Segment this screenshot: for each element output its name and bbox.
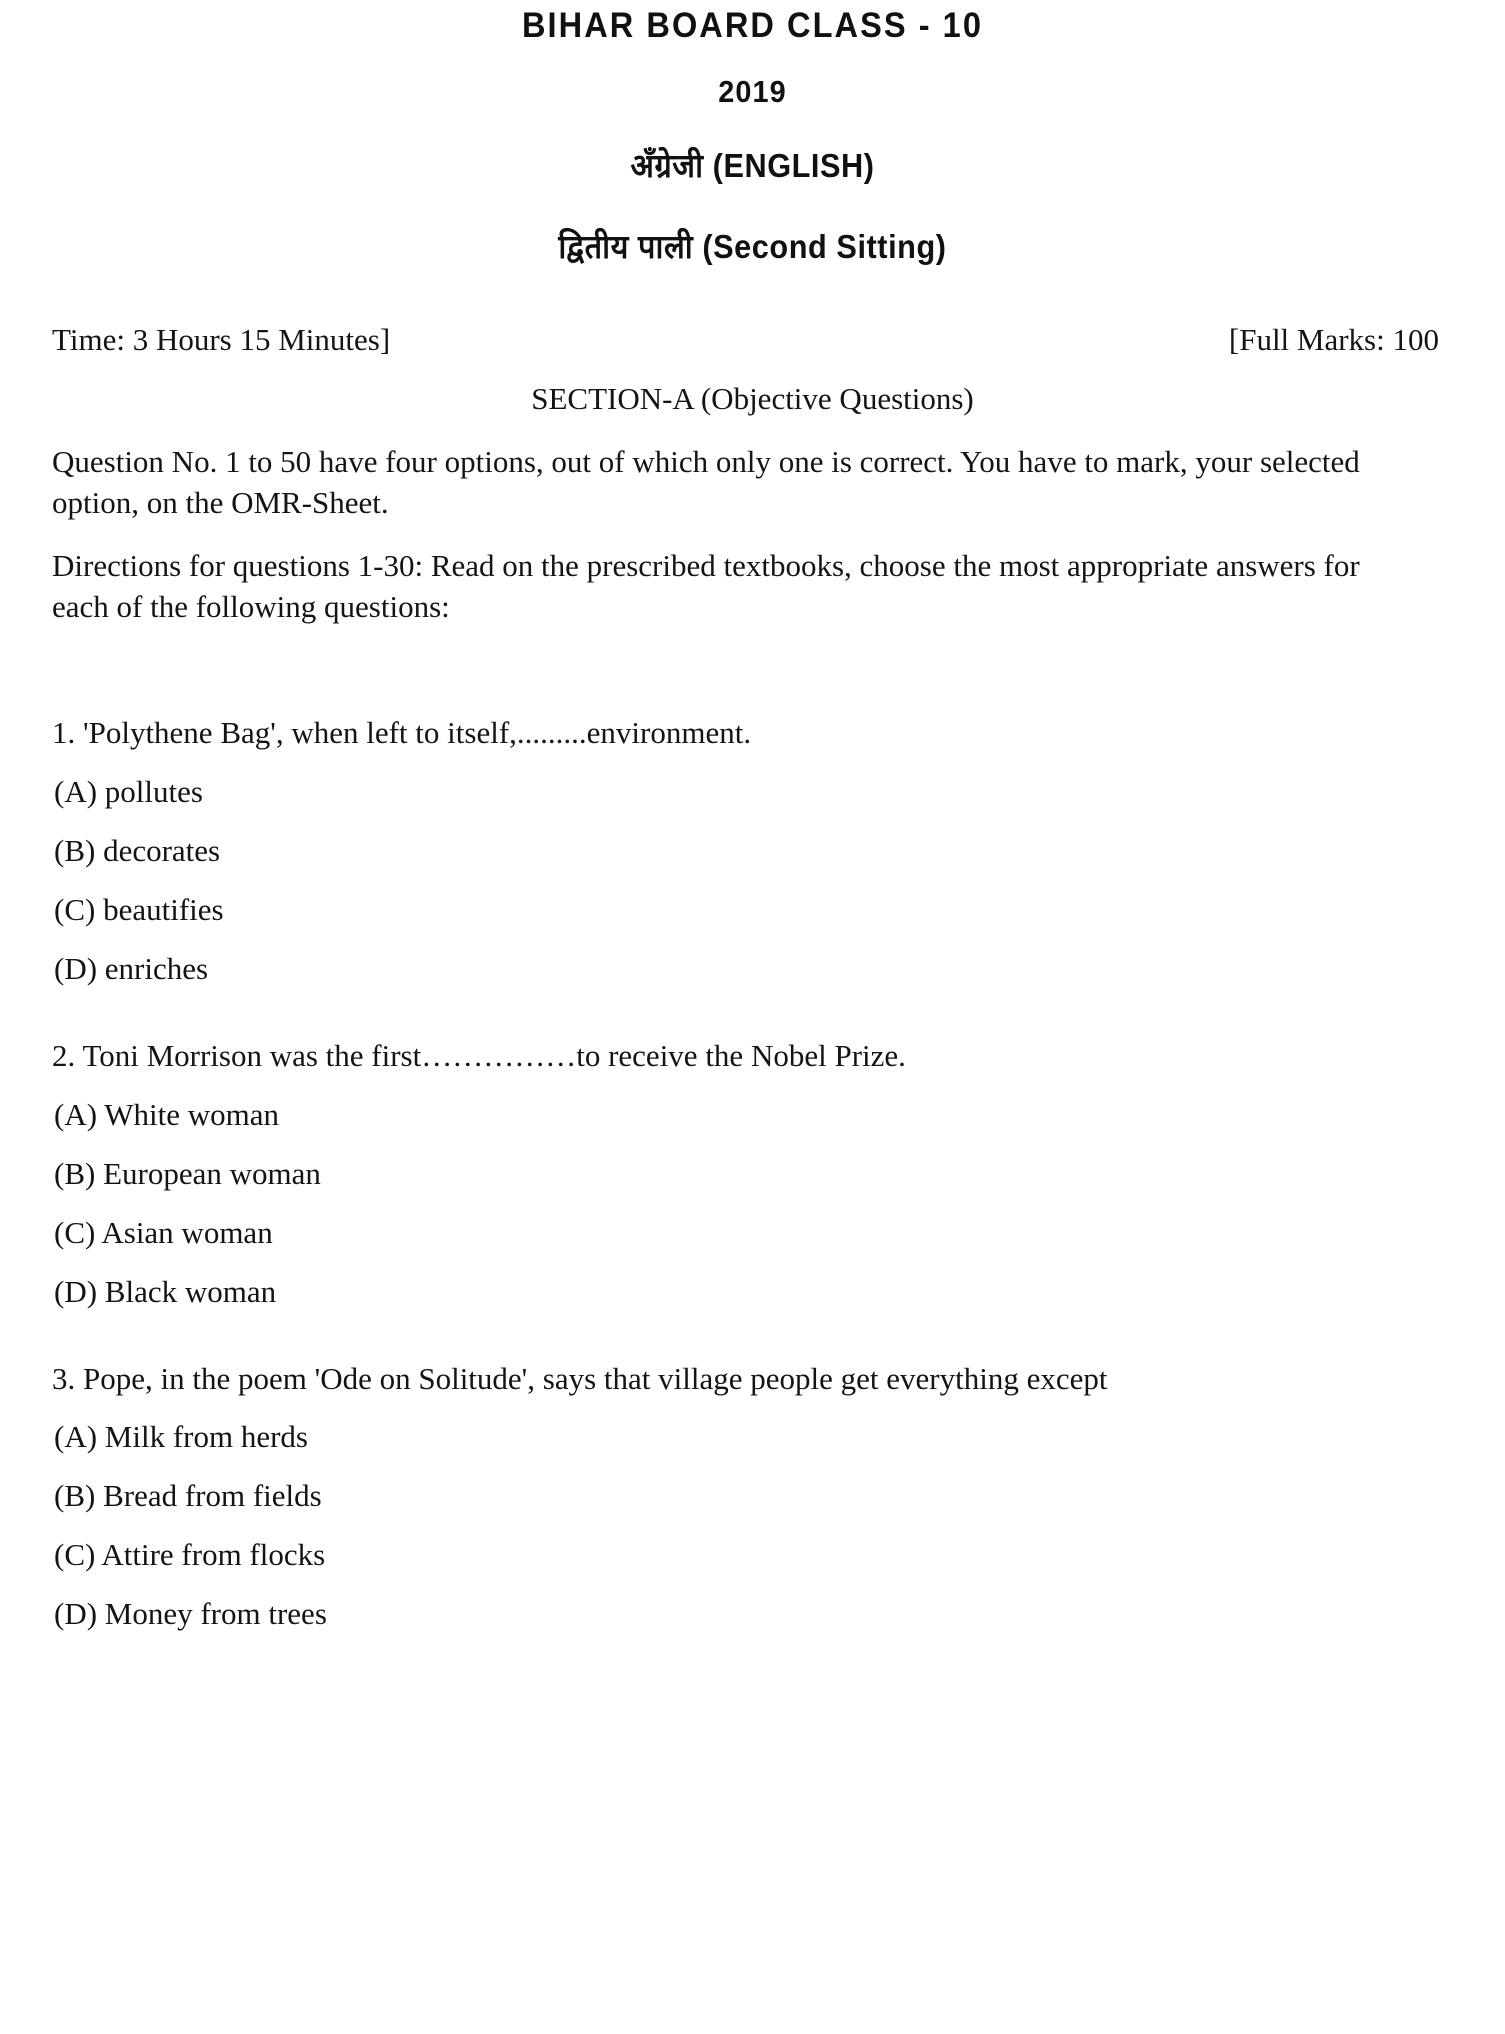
question-block-1: [52, 713, 1453, 990]
option-d[interactable]: (D) enriches: [54, 951, 209, 987]
option-c[interactable]: (C) Asian woman: [54, 1214, 273, 1250]
exam-sitting: द्वितीय पाली (Second Sitting): [558, 228, 947, 265]
exam-full-marks: [Full Marks: 100: [1228, 322, 1439, 357]
question-text: 3. Pope, in the poem 'Ode on Solitude', says that village people get everything except: [52, 1360, 1108, 1396]
option-b[interactable]: (B) Bread from fields: [54, 1478, 322, 1514]
exam-meta-row: [52, 320, 1453, 361]
page-title: BIHAR BOARD CLASS - 10: [522, 6, 983, 45]
option-a[interactable]: (A) White woman: [54, 1096, 279, 1132]
option-c[interactable]: (C) beautifies: [54, 892, 224, 928]
question-text: 1. 'Polythene Bag', when left to itself,.........environment.: [52, 715, 752, 751]
question-block-2: [52, 1036, 1453, 1313]
option-d[interactable]: (D) Money from trees: [54, 1596, 327, 1632]
option-c[interactable]: (C) Attire from flocks: [54, 1537, 326, 1573]
section-heading: SECTION-A (Objective Questions): [531, 380, 974, 416]
option-d[interactable]: (D) Black woman: [54, 1273, 277, 1309]
option-a[interactable]: (A) pollutes: [54, 774, 203, 810]
exam-year: 2019: [718, 74, 787, 109]
option-b[interactable]: (B) decorates: [54, 833, 221, 869]
exam-subject: अँग्रेजी (ENGLISH): [630, 147, 875, 184]
directions-text: Directions for questions 1-30: Read on the prescribed textbooks, choose the most appropriate answers for each of the following questions:: [52, 547, 1360, 624]
exam-duration: Time: 3 Hours 15 Minutes]: [52, 322, 391, 357]
objective-instruction: Question No. 1 to 50 have four options, out of which only one is correct. You have to mark, your selected option, on the OMR-Sheet.: [52, 443, 1360, 520]
option-b[interactable]: (B) European woman: [54, 1155, 321, 1191]
question-block-3: [52, 1359, 1453, 1636]
option-a[interactable]: (A) Milk from herds: [54, 1419, 308, 1455]
question-text: 2. Toni Morrison was the first……………to receive the Nobel Prize.: [52, 1037, 906, 1073]
